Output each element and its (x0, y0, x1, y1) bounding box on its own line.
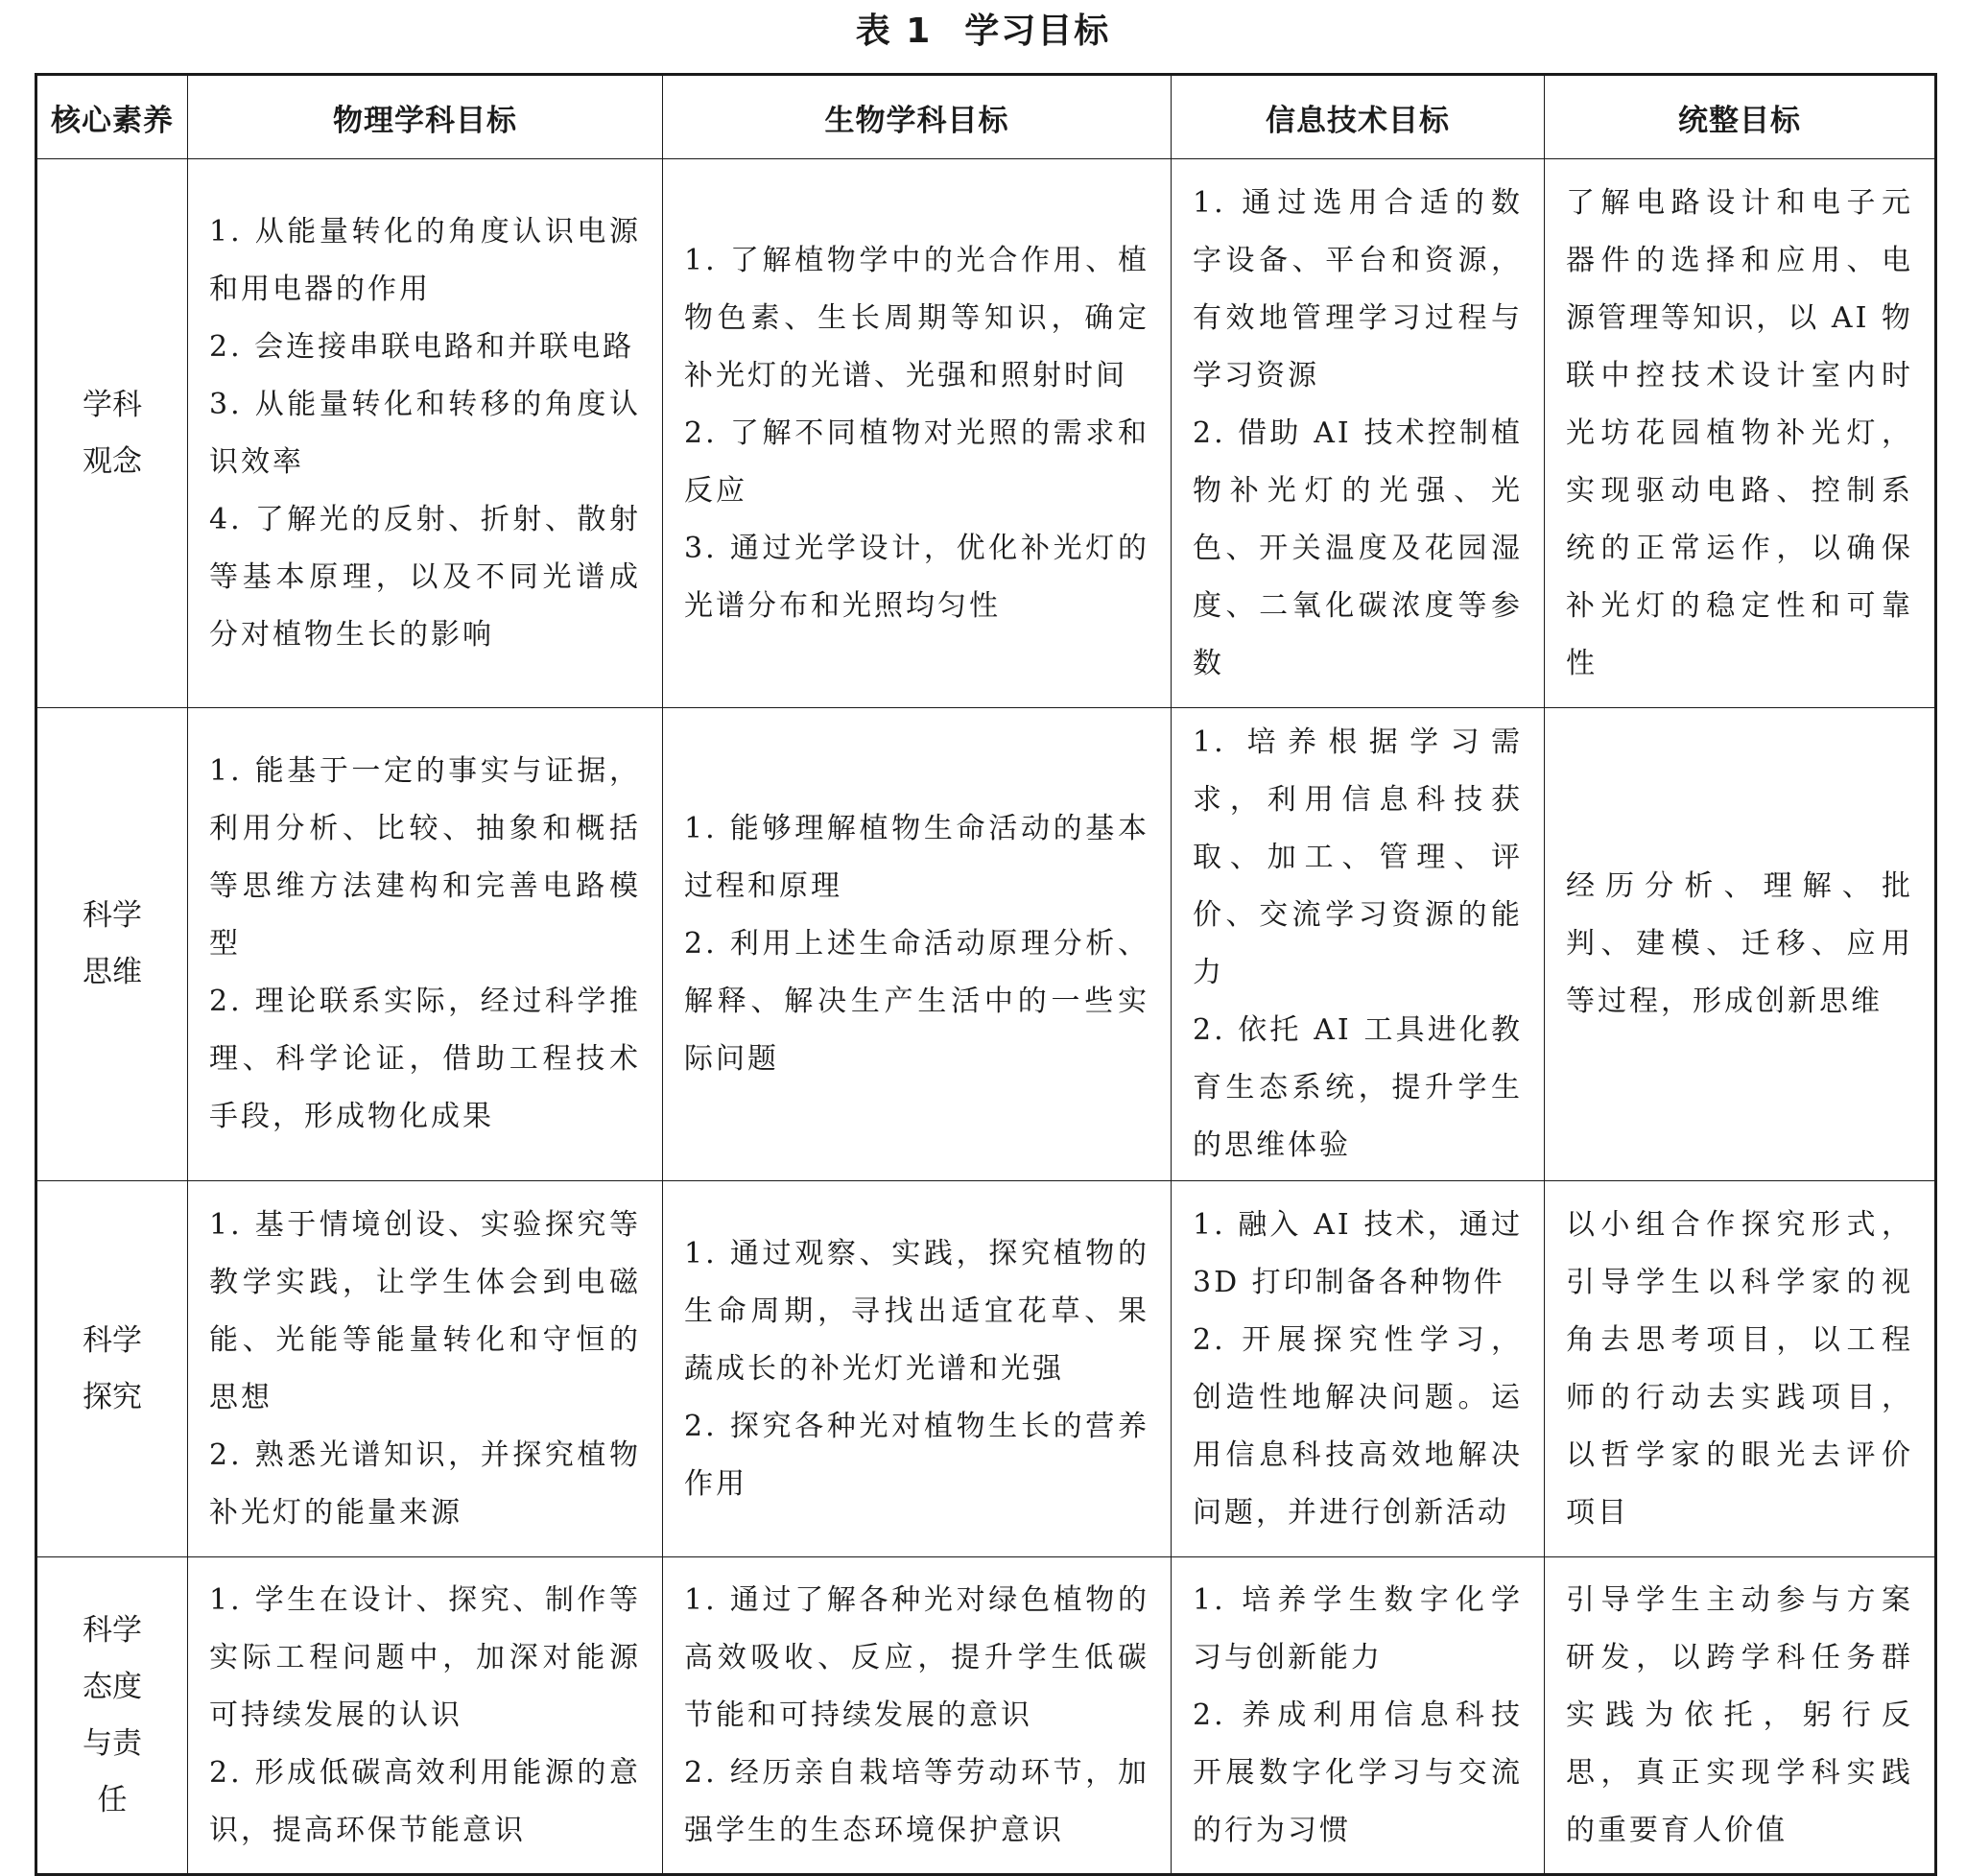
table-title: 学习目标 (964, 12, 1111, 51)
biology-goal-cell (663, 708, 1172, 1181)
integrated-goal-cell (1545, 1557, 1936, 1875)
core-literacy-label: 科学 态度 与责 任 (83, 1612, 142, 1817)
biology-goal-cell (663, 1181, 1172, 1557)
integrated-goal-cell (1545, 159, 1936, 708)
table-number: 表 1 (855, 12, 933, 51)
learning-goals-table (35, 73, 1937, 1876)
core-literacy-cell (36, 1557, 188, 1875)
table-row (36, 1181, 1936, 1557)
header-core-literacy: 核心素养 (36, 75, 188, 159)
it-goal-cell (1172, 1557, 1545, 1875)
core-literacy-cell (36, 159, 188, 708)
integrated-goal-text: 了解电路设计和电子元器件的选择和应用、电源管理等知识，以 AI 物联中控技术设计室内时光坊花园植物补光灯，实现驱动电路、控制系统的正常运作，以确保补光灯的稳定性和可靠性 (1566, 185, 1913, 680)
integrated-goal-cell (1545, 708, 1936, 1181)
table-row (36, 708, 1936, 1181)
header-it-goals: 信息技术目标 (1172, 75, 1545, 159)
biology-goal-cell (663, 159, 1172, 708)
biology-goal-text: 1. 通过了解各种光对绿色植物的高效吸收、反应，提升学生低碳节能和可持续发展的意识 2. 经历亲自栽培等劳动环节，加强学生的生态环境保护意识 (684, 1582, 1149, 1847)
it-goal-text: 1. 培养根据学习需求，利用信息科技获取、加工、管理、评价、交流学习资源的能力 2. 依托 AI 工具进化教育生态系统，提升学生的思维体验 (1193, 725, 1523, 1162)
biology-goal-cell (663, 1557, 1172, 1875)
physics-goal-text: 1. 能基于一定的事实与证据，利用分析、比较、抽象和概括等思维方法建构和完善电路模型 2. 理论联系实际，经过科学推理、科学论证，借助工程技术手段，形成物化成果 (209, 754, 641, 1133)
physics-goal-cell (188, 708, 663, 1181)
physics-goal-cell (188, 159, 663, 708)
it-goal-cell (1172, 159, 1545, 708)
biology-goal-text: 1. 能够理解植物生命活动的基本过程和原理 2. 利用上述生命活动原理分析、解释、解决生产生活中的一些实际问题 (684, 812, 1149, 1076)
table-row (36, 159, 1936, 708)
biology-goal-text: 1. 通过观察、实践，探究植物的生命周期，寻找出适宜花草、果蔬成长的补光灯光谱和光强 2. 探究各种光对植物生长的营养作用 (684, 1236, 1149, 1501)
core-literacy-cell (36, 1181, 188, 1557)
header-physics-goals: 物理学科目标 (188, 75, 663, 159)
core-literacy-label: 科学 思维 (83, 898, 142, 989)
physics-goal-text: 1. 基于情境创设、实验探究等教学实践，让学生体会到电磁能、光能等能量转化和守恒的思想 2. 熟悉光谱知识，并探究植物补光灯的能量来源 (209, 1207, 641, 1530)
it-goal-text: 1. 融入 AI 技术，通过 3D 打印制备各种物件 2. 开展探究性学习，创造性地解决问题。运用信息科技高效地解决问题，并进行创新活动 (1193, 1207, 1523, 1530)
physics-goal-text: 1. 学生在设计、探究、制作等实际工程问题中，加深对能源可持续发展的认识 2. 形成低碳高效利用能源的意识，提高环保节能意识 (209, 1582, 641, 1847)
table-header-row (36, 75, 1936, 159)
integrated-goal-text: 经历分析、理解、批判、建模、迁移、应用等过程，形成创新思维 (1566, 869, 1913, 1018)
header-biology-goals: 生物学科目标 (663, 75, 1172, 159)
physics-goal-cell (188, 1181, 663, 1557)
core-literacy-cell (36, 708, 188, 1181)
physics-goal-cell (188, 1557, 663, 1875)
biology-goal-text: 1. 了解植物学中的光合作用、植物色素、生长周期等知识，确定补光灯的光谱、光强和照射时间 2. 了解不同植物对光照的需求和反应 3. 通过光学设计，优化补光灯的光谱分布和光照均匀性 (684, 243, 1149, 623)
core-literacy-label: 科学 探究 (83, 1322, 142, 1414)
integrated-goal-text: 以小组合作探究形式，引导学生以科学家的视角去思考项目，以工程师的行动去实践项目，以哲学家的眼光去评价项目 (1566, 1207, 1913, 1530)
it-goal-text: 1. 培养学生数字化学习与创新能力 2. 养成利用信息科技开展数字化学习与交流的行为习惯 (1193, 1582, 1523, 1847)
it-goal-text: 1. 通过选用合适的数字设备、平台和资源，有效地管理学习过程与学习资源 2. 借助 AI 技术控制植物补光灯的光强、光色、开关温度及花园湿度、二氧化碳浓度等参数 (1193, 185, 1523, 680)
it-goal-cell (1172, 1181, 1545, 1557)
core-literacy-label: 学科 观念 (83, 387, 142, 479)
integrated-goal-text: 引导学生主动参与方案研发，以跨学科任务群实践为依托，躬行反思，真正实现学科实践的重要育人价值 (1566, 1582, 1913, 1847)
physics-goal-text: 1. 从能量转化的角度认识电源和用电器的作用 2. 会连接串联电路和并联电路 3. 从能量转化和转移的角度认识效率 4. 了解光的反射、折射、散射等基本原理，以及不同光谱成分对植物生长的影响 (209, 214, 641, 652)
table-row (36, 1557, 1936, 1875)
table-caption (0, 8, 1966, 56)
integrated-goal-cell (1545, 1181, 1936, 1557)
header-integrated-goals: 统整目标 (1545, 75, 1936, 159)
it-goal-cell (1172, 708, 1545, 1181)
